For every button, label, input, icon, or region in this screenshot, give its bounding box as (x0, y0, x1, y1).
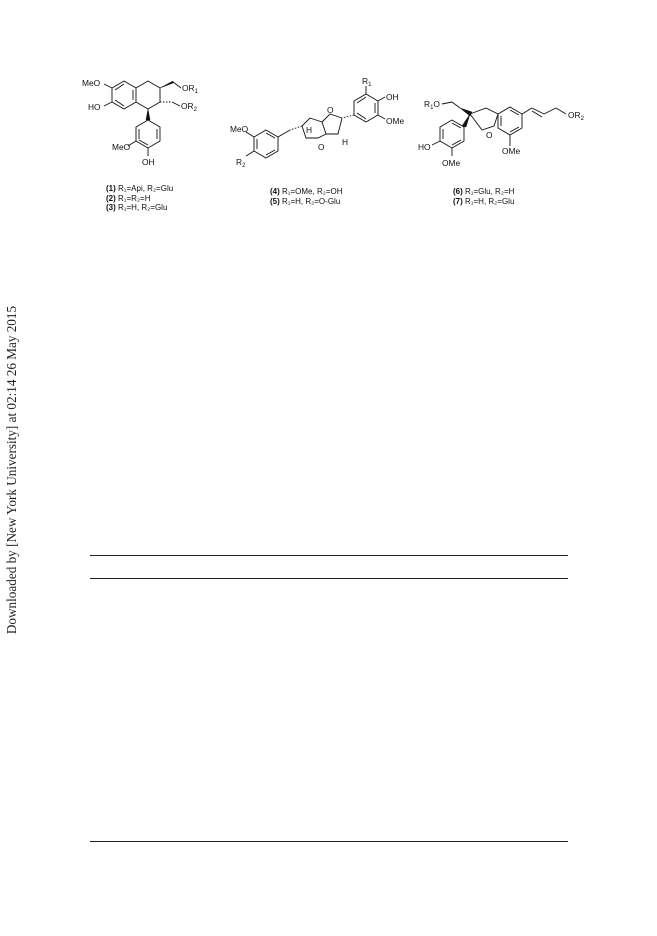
chemical-structures-figure (80, 74, 584, 224)
s3-label-or2-sub: 2 (580, 116, 584, 122)
caption-compounds-1-3 (106, 184, 173, 213)
caption-compounds-6-7 (453, 187, 514, 206)
s2-label-meo: MeO (230, 124, 249, 134)
table-header-rule (90, 578, 568, 579)
caption-compound-2: (2) R₁=R₂=H (106, 193, 151, 203)
s1-label-ho: HO (88, 102, 101, 112)
s2-label-ome: OMe (386, 116, 405, 126)
s3-label-ome-aryl: OMe (442, 158, 461, 168)
s1-label-meo: MeO (82, 78, 101, 88)
s2-label-r1-sub: 1 (368, 82, 372, 88)
structure-3-drawing (420, 74, 590, 184)
table-top-rule (90, 555, 568, 556)
structure-2-drawing (230, 74, 420, 184)
download-watermark (0, 0, 24, 936)
s3-label-r1-o: O (433, 99, 440, 109)
s1-label-oh: OH (142, 157, 155, 167)
s2-label-r2-main: R (236, 157, 243, 167)
s1-label-or1-main: OR (182, 83, 195, 93)
s1-label-meo-2: MeO (112, 142, 131, 152)
download-watermark-text: Downloaded by [New York University] at 02:14 26 May 2015 (4, 305, 19, 635)
s3-label-r1o (424, 99, 440, 111)
s2-label-o-bottom: O (318, 142, 325, 152)
s2-label-r1-main: R (362, 76, 369, 86)
s3-label-o-ring: O (486, 130, 493, 140)
s2-label-r1 (362, 76, 372, 88)
s3-label-ome-ring: OMe (502, 146, 521, 156)
caption-compound-7: (7) R₁=H, R₂=Glu (453, 196, 515, 206)
caption-compound-1: (1) R₁=Api, R₂=Glu (106, 184, 174, 193)
s3-label-r1-sub: 1 (430, 105, 434, 111)
s1-label-or1-sub: 1 (194, 89, 198, 95)
caption-compound-3: (3) R₁=H, R₂=Glu (106, 203, 168, 213)
s1-label-or2-main: OR (181, 101, 194, 111)
table-bottom-rule (90, 841, 568, 842)
s1-label-or2-sub: 2 (193, 107, 197, 113)
s3-label-r1-main: R (424, 99, 431, 109)
s3-label-or2 (568, 110, 585, 122)
s3-label-or2-main: OR (568, 110, 581, 120)
s2-label-oh: OH (386, 92, 399, 102)
s2-label-h-right: H (342, 137, 349, 147)
s1-label-or2 (181, 101, 198, 113)
s1-label-or1 (182, 83, 199, 95)
s2-label-r2-sub: 2 (242, 163, 246, 169)
s3-label-ho: HO (418, 142, 431, 152)
caption-compounds-4-5 (270, 187, 343, 206)
caption-compound-5: (5) R₁=H, R₂=O-Glu (270, 196, 341, 206)
s2-label-o-top: O (327, 105, 334, 115)
caption-compound-4: (4) R₁=OMe, R₂=OH (270, 187, 343, 196)
caption-compound-6: (6) R₁=Glu, R₂=H (453, 187, 515, 196)
s2-label-r2 (236, 157, 246, 169)
s2-label-h-left: H (306, 125, 313, 135)
structure-1-drawing (80, 74, 220, 184)
